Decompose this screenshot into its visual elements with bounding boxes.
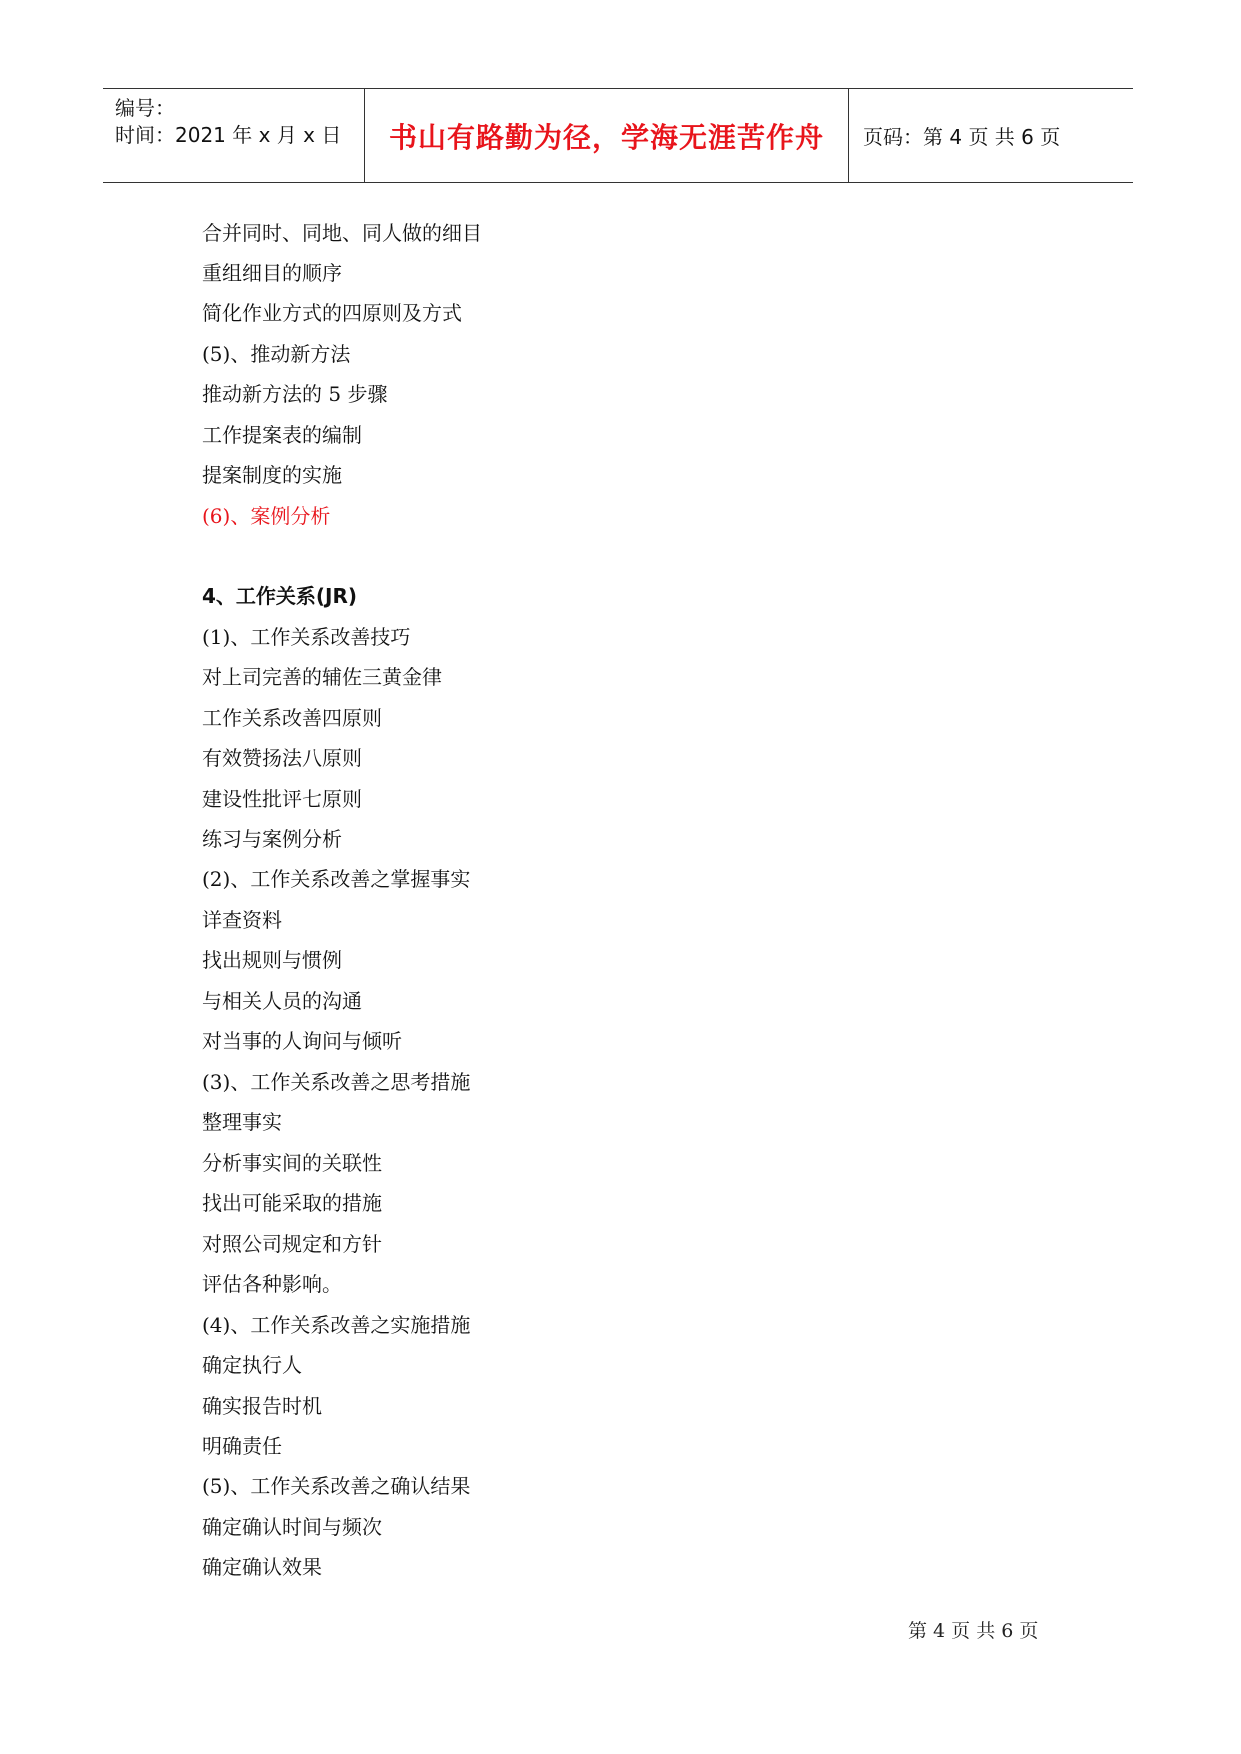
section-heading: 4、工作关系(JR) <box>202 584 358 608</box>
body-line: 确定确认效果 <box>202 1555 322 1579</box>
body-line: 建设性批评七原则 <box>202 787 362 811</box>
body-line: 工作提案表的编制 <box>202 423 362 447</box>
body-line: 分析事实间的关联性 <box>202 1151 382 1175</box>
body-line: 确实报告时机 <box>202 1394 322 1418</box>
body-line: 有效赞扬法八原则 <box>202 746 362 770</box>
page-header <box>103 88 1133 183</box>
body-line: (5)、推动新方法 <box>202 342 351 366</box>
document-number-label: 编号： <box>115 96 175 120</box>
header-page-code: 页码：第 4 页 共 6 页 <box>863 125 1061 149</box>
body-line: 对照公司规定和方针 <box>202 1232 382 1256</box>
page-footer: 第 4 页 共 6 页 <box>908 1620 1039 1642</box>
body-line: (5)、工作关系改善之确认结果 <box>202 1474 471 1498</box>
body-line: 找出规则与惯例 <box>202 948 342 972</box>
header-page-cell <box>849 89 1133 182</box>
body-line: 整理事实 <box>202 1110 282 1134</box>
body-line: 练习与案例分析 <box>202 827 342 851</box>
body-line: 提案制度的实施 <box>202 463 342 487</box>
document-time-label: 时间：2021 年 x 月 x 日 <box>115 123 342 147</box>
body-line: 详查资料 <box>202 908 282 932</box>
body-line: 简化作业方式的四原则及方式 <box>202 301 462 325</box>
body-line: 确定确认时间与频次 <box>202 1515 382 1539</box>
body-line: (2)、工作关系改善之掌握事实 <box>202 867 471 891</box>
body-line: 对上司完善的辅佐三黄金律 <box>202 665 442 689</box>
body-line: (4)、工作关系改善之实施措施 <box>202 1313 471 1337</box>
header-motto-cell <box>365 89 849 182</box>
body-line: 确定执行人 <box>202 1353 302 1377</box>
body-line: 找出可能采取的措施 <box>202 1191 382 1215</box>
body-line: (3)、工作关系改善之思考措施 <box>202 1070 471 1094</box>
body-line: 重组细目的顺序 <box>202 261 342 285</box>
body-line: 推动新方法的 5 步骤 <box>202 382 388 406</box>
body-line: 评估各种影响。 <box>202 1272 342 1296</box>
header-motto: 书山有路勤为径，学海无涯苦作舟 <box>388 120 824 154</box>
body-line: (1)、工作关系改善技巧 <box>202 625 411 649</box>
header-info-cell <box>103 89 365 182</box>
body-line: 工作关系改善四原则 <box>202 706 382 730</box>
body-line: 合并同时、同地、同人做的细目 <box>202 221 482 245</box>
body-line: 与相关人员的沟通 <box>202 989 362 1013</box>
body-line: 明确责任 <box>202 1434 282 1458</box>
body-line: (6)、案例分析 <box>202 504 331 528</box>
body-line: 对当事的人询问与倾听 <box>202 1029 402 1053</box>
